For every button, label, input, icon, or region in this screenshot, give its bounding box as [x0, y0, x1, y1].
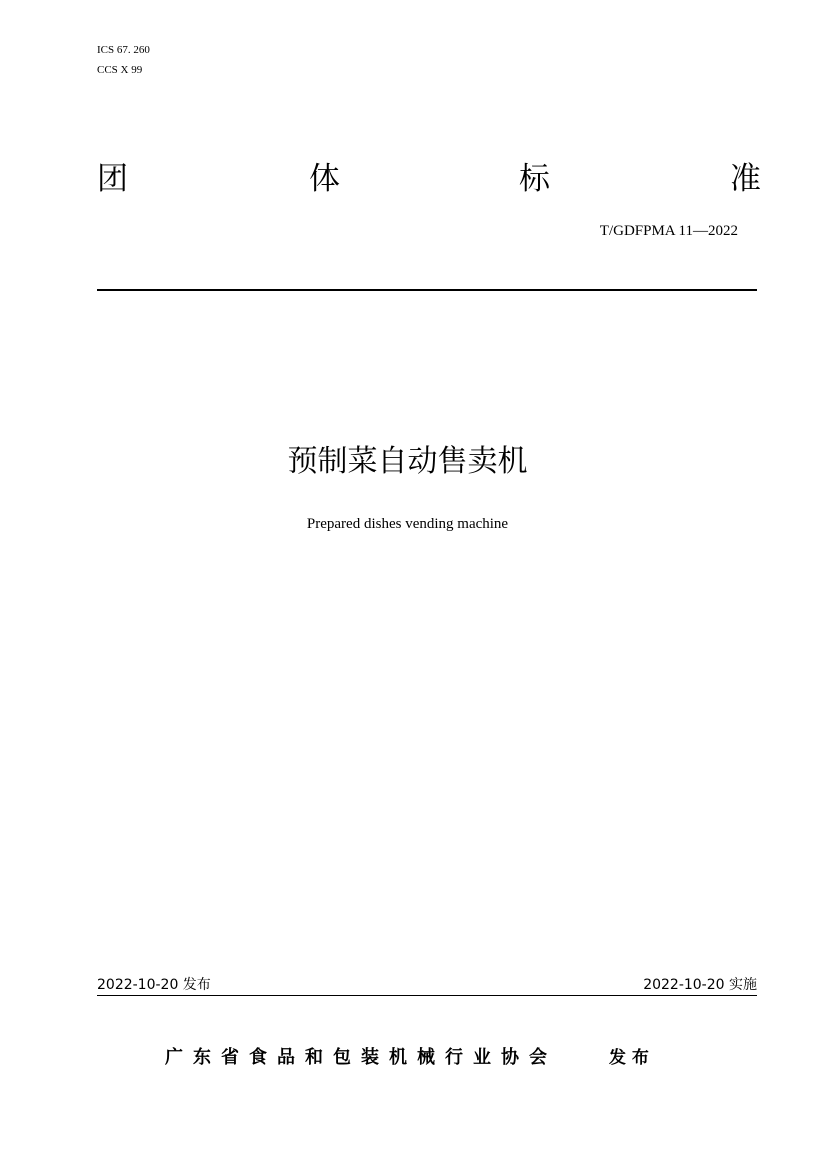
standard-type-char: 准 [730, 161, 761, 197]
standard-type-char: 标 [519, 161, 550, 197]
standard-number: T/GDFPMA 11—2022 [599, 223, 738, 239]
footer-divider [97, 995, 757, 996]
header-divider [97, 289, 757, 291]
implement-date: 2022-10-20 实施 [643, 977, 757, 993]
standard-type-char: 体 [309, 161, 340, 197]
publisher-action: 发 布 [609, 1048, 649, 1068]
document-title-chinese: 预制菜自动售卖机 [287, 444, 528, 479]
ccs-code: CCS X 99 [97, 64, 143, 76]
publisher-name: 广东省食品和包装机械行业协会 [165, 1047, 557, 1068]
document-title-english: Prepared dishes vending machine [306, 516, 509, 532]
standard-type-char: 团 [97, 161, 128, 197]
publish-date: 2022-10-20 发布 [97, 977, 211, 993]
ics-code: ICS 67. 260 [97, 44, 150, 56]
